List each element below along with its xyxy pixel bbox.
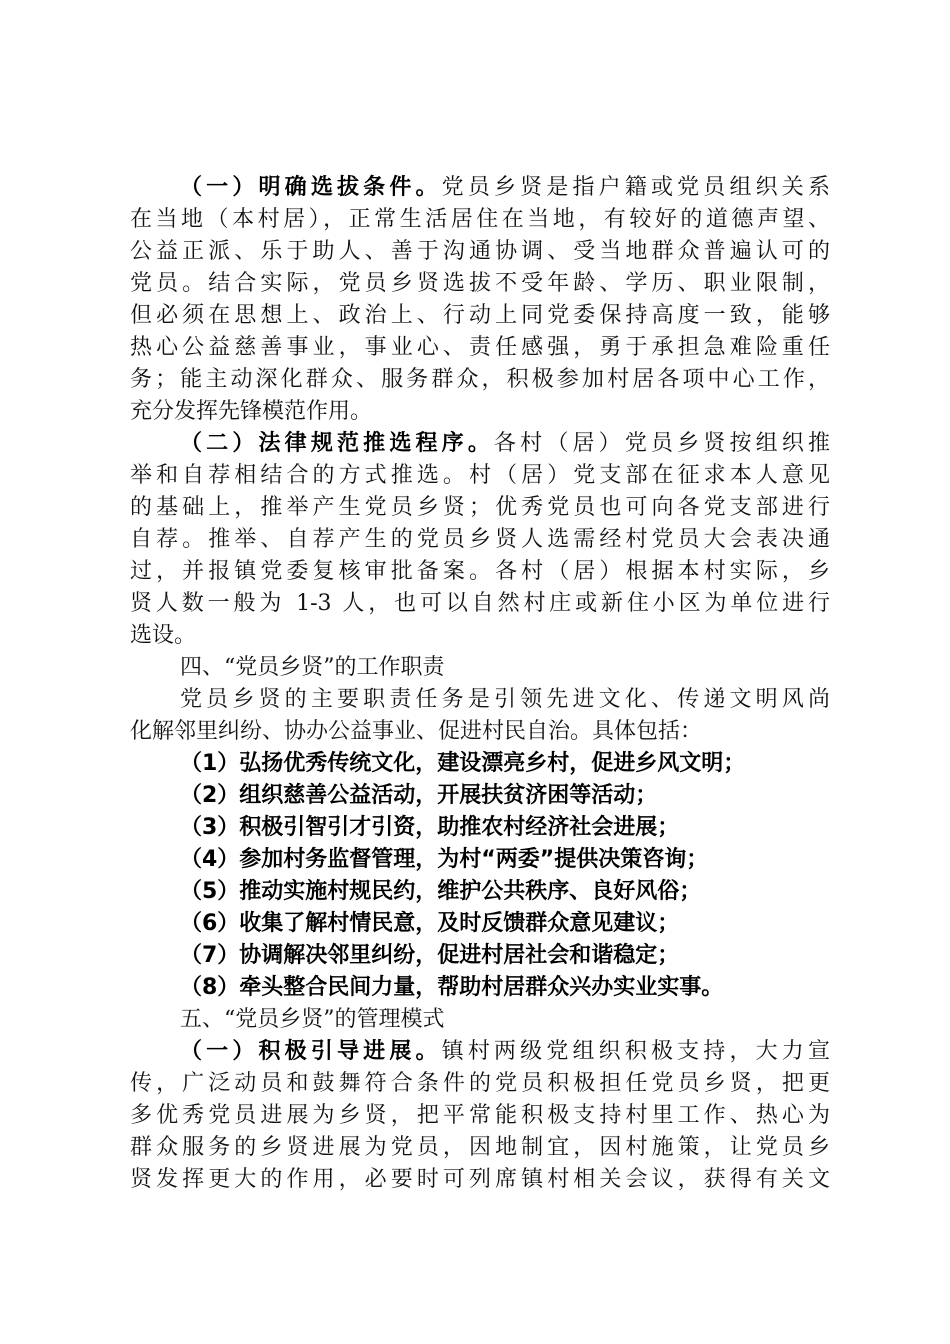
list-item: （8）牵头整合民间力量，帮助村居群众兴办实业实事。: [180, 975, 724, 1000]
paragraph-line: 在当地（本村居），正常生活居住在当地，有较好的道德声望、: [130, 207, 830, 232]
subsection-title: （二）法律规范推选程序。: [180, 431, 494, 456]
section-heading: 五、“党员乡贤”的管理模式: [180, 1007, 445, 1032]
paragraph-line: 多优秀党员进展为乡贤，把平常能积极支持村里工作、热心为: [130, 1103, 830, 1128]
paragraph-line: 贤发挥更大的作用，必要时可列席镇村相关会议，获得有关文: [130, 1167, 830, 1192]
paragraph-line: 群众服务的乡贤进展为党员，因地制宜，因村施策，让党员乡: [130, 1135, 830, 1160]
paragraph-line: 充分发挥先锋模范作用。: [130, 399, 373, 424]
paragraph-text: 各村（居）党员乡贤按组织推: [494, 431, 830, 456]
paragraph-line: 举和自荐相结合的方式推选。村（居）党支部在征求本人意见: [130, 463, 830, 488]
list-item: （1）弘扬优秀传统文化，建设漂亮乡村，促进乡风文明；: [180, 751, 746, 776]
paragraph-line: 的基础上，推举产生党员乡贤；优秀党员也可向各党支部进行: [130, 495, 830, 520]
paragraph-line: 过，并报镇党委复核审批备案。各村（居）根据本村实际，乡: [130, 559, 830, 584]
paragraph-line: 但必须在思想上、政治上、行动上同党委保持高度一致，能够: [130, 303, 830, 328]
paragraph-line: [130, 428, 830, 460]
paragraph-line: 公益正派、乐于助人、善于沟通协调、受当地群众普遍认可的: [130, 239, 830, 264]
paragraph-line: 化解邻里纠纷、协办公益事业、促进村民自治。具体包括：: [130, 719, 703, 744]
section-heading: 四、“党员乡贤”的工作职责: [180, 655, 445, 680]
paragraph-text: 党员乡贤是指户籍或党员组织关系: [441, 175, 830, 200]
list-item: （5）推动实施村规民约，维护公共秩序、良好风俗；: [180, 879, 702, 904]
list-item: （3）积极引智引才引资，助推农村经济社会进展；: [180, 815, 680, 840]
list-item: （7）协调解决邻里纠纷，促进村居社会和谐稳定；: [180, 943, 680, 968]
paragraph-line: 自荐。推举、自荐产生的党员乡贤人选需经村党员大会表决通: [130, 527, 830, 552]
paragraph-line: 党员乡贤的主要职责任务是引领先进文化、传递文明风尚: [180, 687, 830, 712]
paragraph-line: 务；能主动深化群众、服务群众，积极参加村居各项中心工作，: [130, 367, 830, 392]
subsection-title: （一）积极引导进展。: [180, 1039, 442, 1064]
paragraph-line: [130, 1036, 830, 1068]
paragraph-line: 传，广泛动员和鼓舞符合条件的党员积极担任党员乡贤，把更: [130, 1071, 830, 1096]
paragraph-line: 党员。结合实际，党员乡贤选拔不受年龄、学历、职业限制，: [130, 271, 830, 296]
paragraph-line: 选设。: [130, 623, 197, 648]
paragraph-line: [130, 172, 830, 204]
paragraph-line: 贤人数一般为 1-3 人，也可以自然村庄或新住小区为单位进行: [130, 591, 830, 616]
list-item: （4）参加村务监督管理，为村“两委”提供决策咨询；: [180, 847, 709, 872]
document-body: [130, 172, 830, 1196]
list-item: （2）组织慈善公益活动，开展扶贫济困等活动；: [180, 783, 658, 808]
list-item: （6）收集了解村情民意，及时反馈群众意见建议；: [180, 911, 680, 936]
paragraph-text: 镇村两级党组织积极支持，大力宣: [441, 1039, 830, 1064]
subsection-title: （一）明确选拔条件。: [180, 175, 442, 200]
paragraph-line: 热心公益慈善事业，事业心、责任感强，勇于承担急难险重任: [130, 335, 830, 360]
